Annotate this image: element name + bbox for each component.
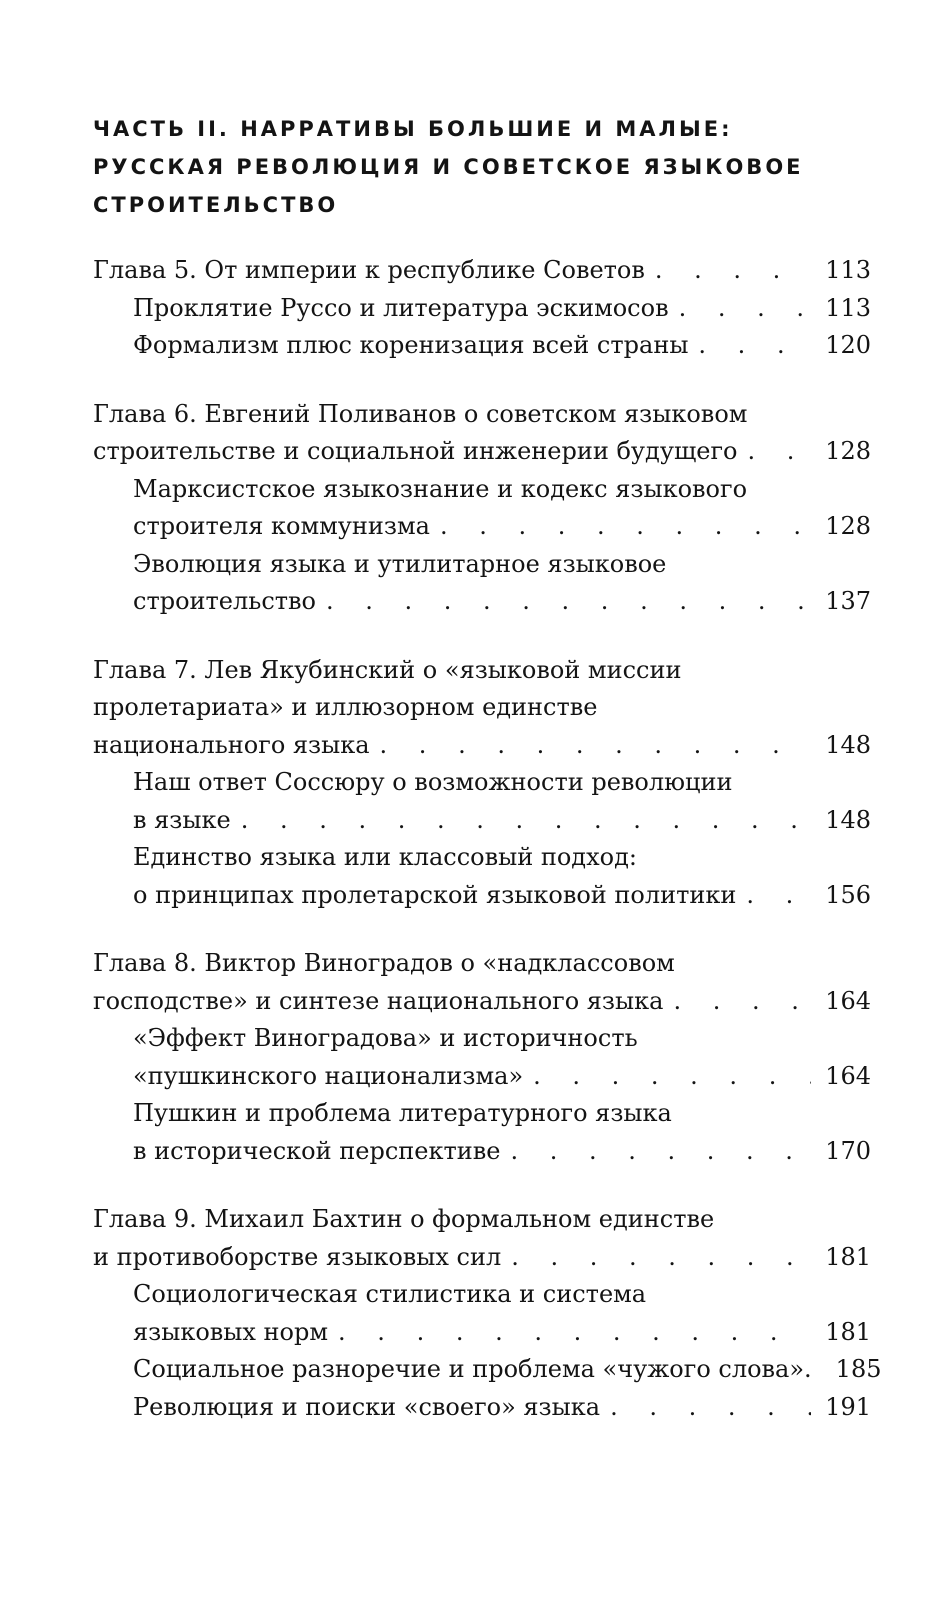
dot-leader — [430, 508, 811, 546]
toc-chapter-line — [93, 983, 871, 1021]
chapter-title: пролетариата» и иллюзорном единстве — [93, 693, 598, 721]
page-number: 185 — [835, 1355, 882, 1383]
toc-chapter-line — [93, 396, 871, 434]
chapter-title: Глава 6. Евгений Поливанов о советском языковом — [93, 399, 748, 428]
toc-chapter — [93, 396, 871, 621]
toc-chapter-line — [93, 727, 871, 765]
section-title: Марксистское языкознание и кодекс языкового — [133, 474, 748, 503]
chapter-title: господстве» и синтезе национального языка — [93, 986, 664, 1015]
section-title: «пушкинского национализма» — [133, 1061, 524, 1090]
page-number: 164 — [825, 986, 871, 1015]
page-number: 113 — [825, 256, 871, 284]
page-number: 181 — [825, 1317, 871, 1346]
page-number: 170 — [825, 1136, 871, 1165]
section-title: в исторической перспективе — [133, 1136, 501, 1165]
dot-leader — [501, 1239, 811, 1277]
page-number: 113 — [825, 293, 871, 322]
section-title: строителя коммунизма — [133, 512, 430, 540]
dot-leader — [645, 252, 811, 290]
page-number: 164 — [825, 1061, 871, 1090]
page-number: 120 — [825, 331, 871, 359]
table-of-contents — [93, 252, 882, 1457]
chapter-title: строительстве и социальной инженерии будущего — [93, 437, 738, 465]
section-title: в языке — [133, 805, 231, 834]
dot-leader — [812, 1351, 822, 1389]
section-title: строительство — [133, 587, 316, 615]
toc-chapter — [93, 252, 871, 365]
page-number: 128 — [825, 437, 871, 465]
dot-leader — [600, 1389, 811, 1427]
toc-chapter-line — [93, 433, 871, 471]
section-title: языковых норм — [133, 1317, 329, 1346]
chapter-title: Глава 9. Михаил Бахтин о формальном единстве — [93, 1205, 715, 1233]
dot-leader — [328, 1314, 811, 1352]
chapter-title: Глава 8. Виктор Виноградов о «надклассовом — [93, 949, 675, 977]
page-number: 156 — [825, 880, 871, 909]
toc-section-line — [93, 1058, 871, 1096]
dot-leader — [737, 433, 811, 471]
dot-leader — [736, 877, 811, 915]
page-number: 181 — [825, 1242, 871, 1271]
toc-chapter-line — [93, 1239, 871, 1277]
toc-section-line — [93, 508, 871, 546]
dot-leader — [523, 1058, 811, 1096]
toc-chapter-line — [93, 252, 871, 290]
toc-chapter-line — [93, 945, 871, 983]
part-title — [93, 110, 913, 224]
dot-leader — [688, 327, 811, 365]
toc-section-line — [93, 1314, 871, 1352]
toc-section-line — [93, 583, 871, 621]
section-title: Социологическая стилистика и система — [133, 1280, 647, 1308]
toc-chapter-line — [93, 652, 871, 690]
toc-chapter-line — [93, 689, 871, 727]
section-title: Формализм плюс коренизация всей страны — [133, 331, 689, 359]
dot-leader — [370, 727, 812, 765]
page-number: 128 — [825, 512, 871, 540]
page-number: 148 — [825, 805, 871, 834]
toc-chapter — [93, 652, 871, 915]
dot-leader — [231, 802, 812, 840]
section-title: о принципах пролетарской языковой политики — [133, 880, 737, 909]
toc-section-line — [93, 1133, 871, 1171]
part-title-line: РУССКАЯ РЕВОЛЮЦИЯ И СОВЕТСКОЕ ЯЗЫКОВОЕ — [93, 155, 804, 179]
toc-section-line — [93, 1095, 871, 1133]
chapter-title: Глава 5. От империи к республике Советов — [93, 256, 645, 284]
section-title: «Эффект Виноградова» и историчность — [133, 1024, 638, 1052]
dot-leader — [500, 1133, 811, 1171]
toc-chapter — [93, 945, 871, 1170]
page-number: 148 — [825, 730, 871, 759]
toc-section-line — [93, 1351, 882, 1389]
chapter-title: национального языка — [93, 730, 370, 759]
toc-section-line — [93, 802, 871, 840]
section-title: Революция и поиски «своего» языка — [133, 1392, 601, 1421]
toc-section-line — [93, 546, 871, 584]
toc-section-line — [93, 764, 871, 802]
section-title: Единство языка или классовый подход: — [133, 843, 637, 871]
page-number: 137 — [825, 587, 871, 615]
toc-section-line — [93, 1020, 871, 1058]
toc-chapter — [93, 1201, 882, 1426]
toc-section-line — [93, 290, 871, 328]
dot-leader — [663, 983, 811, 1021]
chapter-title: и противоборстве языковых сил — [93, 1242, 502, 1271]
toc-section-line — [93, 877, 871, 915]
toc-section-line — [93, 1276, 871, 1314]
page-number: 191 — [825, 1392, 871, 1421]
section-title: Проклятие Руссо и литература эскимосов — [133, 293, 669, 322]
toc-chapter-line — [93, 1201, 871, 1239]
part-title-line: ЧАСТЬ II. НАРРАТИВЫ БОЛЬШИЕ И МАЛЫЕ: — [93, 117, 733, 141]
section-title: Социальное разноречие и проблема «чужого слова». — [133, 1355, 812, 1383]
section-title: Эволюция языка и утилитарное языковое — [133, 549, 667, 578]
toc-section-line — [93, 327, 871, 365]
part-title-line: СТРОИТЕЛЬСТВО — [93, 193, 339, 217]
toc-section-line — [93, 471, 871, 509]
section-title: Пушкин и проблема литературного языка — [133, 1099, 672, 1127]
dot-leader — [669, 290, 812, 328]
section-title: Наш ответ Соссюру о возможности революции — [133, 768, 733, 796]
chapter-title: Глава 7. Лев Якубинский о «языковой миссии — [93, 655, 682, 684]
toc-section-line — [93, 1389, 871, 1427]
toc-section-line — [93, 839, 871, 877]
dot-leader — [316, 583, 811, 621]
